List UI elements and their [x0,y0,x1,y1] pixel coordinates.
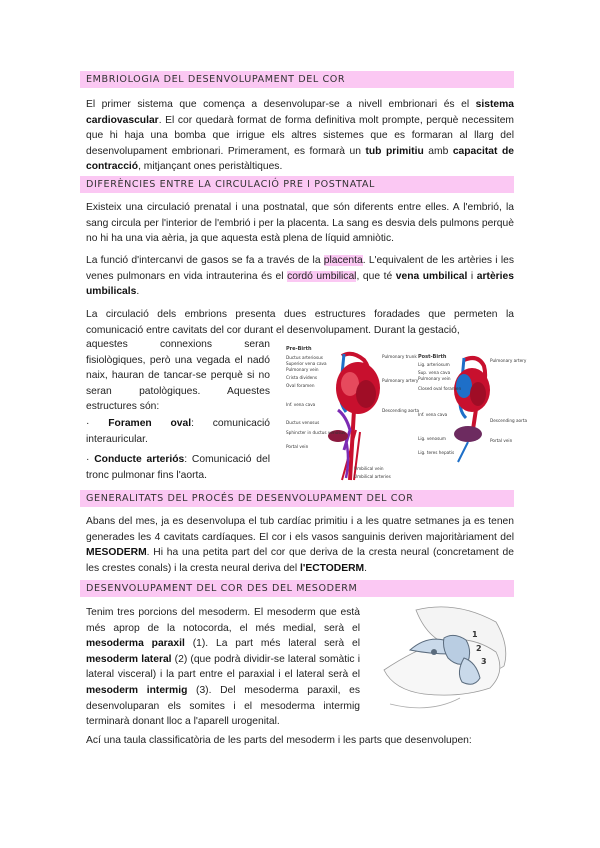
mesoderm-label-1: 1 [472,630,478,639]
paragraph-placenta [86,253,514,300]
paragraph-estructures-intro: La circulació dels embrions presenta dues estructures foradades que permeten la comunicació entre cavitats del cor durant el desenvolupament. Durant la gestació, [86,309,514,336]
term-mesoderm-intermig: mesoderm intermig [86,684,188,696]
text: , mitjançant ones peristàltiques. [138,161,283,173]
label: Descending aorta [382,408,420,413]
label: Oval foramen [286,383,315,388]
pre-birth-heart [328,354,380,480]
label: Ductus arteriosus [286,355,323,360]
label: Crista dividens [286,375,318,380]
paragraph-estructures [86,337,270,415]
paragraph-circulacio: Existeix una circulació prenatal i una postnatal, que són diferents entre elles. A l'embrió, la sang circula per l'interior de l'embrió i per la placenta. La sang es desvia dels pulmons perquè no hi ha una via aèria, ja que aquesta està plena de líquid amniòtic. [86,202,514,245]
term-sistema-cardiovascular: sistema cardiovascular [86,99,514,126]
post-birth-heart [454,358,490,462]
label: Umbilical arteries [354,474,391,479]
term-tub-primitiu: tub primitiu [365,145,424,157]
label: Lig. teres hepatis [418,450,455,455]
list-item-foramen [86,416,270,447]
text: (3). Del mesoderma paraxil, es desenvoluparan els somites i el mesoderma intermig terminarà donant lloc a l'aparell urogenital. [86,684,360,728]
text: La funció d'intercanvi de gasos se fa a través de la [86,255,324,266]
highlight-cordo-umbilical: cordó umbilical [287,270,357,282]
text: (1). La part més lateral serà el [184,638,360,650]
label: Superior vena cava [286,361,327,366]
label: Inf. vena cava [418,412,448,417]
term-mesoderm: MESODERM [86,547,147,559]
term-mesoderma-paraxil: mesoderma paraxil [86,638,185,650]
bullet: · [86,418,109,429]
mesoderm-label-2: 2 [476,644,482,653]
text: Abans del mes, ja es desenvolupa el tub cardíac primitiu i a les quatre setmanes ja es tenen generades les 4 cavitats cardíaques. El cor i els vasos sanguinis deriven majoritàriament del [86,516,514,543]
paragraph-intro [86,97,514,175]
label: Sup. vena cava [418,370,451,375]
label: Sphincter in ductus venosus [286,430,346,435]
section-title-embriologia: EMBRIOLOGIA DEL DESENVOLUPAMENT DEL COR [80,71,514,88]
mesoderm-label-3: 3 [481,657,487,666]
term-mesoderm-lateral: mesoderm lateral [86,653,172,665]
section-title-diferencies: DIFERÈNCIES ENTRE LA CIRCULACIÓ PRE I POSTNATAL [80,176,514,193]
text: , que té [356,270,396,282]
term-arteries-umbilicals: artèries umbilicals [86,270,514,298]
text: . [364,562,367,574]
circulation-figure [284,344,528,484]
label: Lig. venosum [418,436,447,441]
label: Descending aorta [490,418,528,423]
text: amb [423,145,453,157]
label: Portal vein [286,444,309,449]
list-item-conducte [86,452,270,483]
label: Closed oval foramen [418,386,462,391]
pre-birth-title: Pre-Birth [286,346,312,352]
text: i [467,270,477,282]
paragraph-porcions [86,605,360,730]
text: Tenim tres porcions del mesoderm. El mesoderm que està més aprop de la notocorda, el més medial, serà el [86,607,360,634]
term-capacitat-contraccio: capacitat de contracció [86,145,514,173]
text: El primer sistema que comença a desenvolupar-se a nivell embrionari és el [86,99,476,110]
embryo-section-drawing [384,607,506,708]
section-title-mesoderm: DESENVOLUPAMENT DEL COR DES DEL MESODERM [80,580,514,597]
post-birth-title: Post-Birth [418,354,447,360]
text: . Hi ha una petita part del cor que deriva de la cresta neural (concretament de les crestes conals) i la cresta neural deriva del [86,547,514,574]
mesoderm-figure [380,600,514,722]
section-title-generalitats: GENERALITATS DEL PROCÉS DE DESENVOLUPAMENT DEL COR [80,490,514,507]
paragraph-mesoderm [86,514,514,576]
label: Umbilical vein [354,466,384,471]
bullet: · [86,454,95,465]
text: : Comunicació del tronc pulmonar fins l'aorta. [86,454,270,481]
text: . El cor quedarà format de forma definitiva molt prompte, perquè necessitem que hi haja una bomba que irrigue els altres sistemes que es formaran al llarg del desenvolupament embrionari. Primerament, es formarà un [86,114,514,157]
label: Lig. arteriosum [418,362,450,367]
label: Pulmonary vein [418,376,451,381]
highlight-placenta: placenta [323,255,363,266]
text: . L'equivalent de les artèries i les venes pulmonars en vida intrauterina és el [86,255,514,282]
label: Pulmonary artery [382,378,419,383]
term-foramen-oval: Foramen oval [108,418,192,429]
term-ectoderm: l'ECTODERM [300,562,365,574]
label: Pulmonary trunk [382,354,417,359]
label: Pulmonary vein [286,367,319,372]
label: Portal vein [490,438,513,443]
text: : comunicació interauricular. [86,418,271,445]
text: (2) (que podrà dividir-se lateral somàtic i lateral visceral) i la part entre el paraxial i el lateral serà el [86,653,360,681]
label: Ductus venosus [286,420,320,425]
text: aquestes connexions seran fisiològiques, però una vegada el nadó naix, hauran de tancar-se perquè si no seran patològiques. Aquestes estructures són: [86,339,270,413]
paragraph-taula: Ací una taula classificatòria de les parts del mesoderm i les parts que desenvolupen: [86,735,472,746]
term-vena-umbilical: vena umbilical [395,270,468,282]
label: Pulmonary artery [490,358,527,363]
label: Inf. vena cava [286,402,316,407]
text: . [136,286,140,298]
term-conducte-arterios: Conducte arteriós [94,454,185,465]
